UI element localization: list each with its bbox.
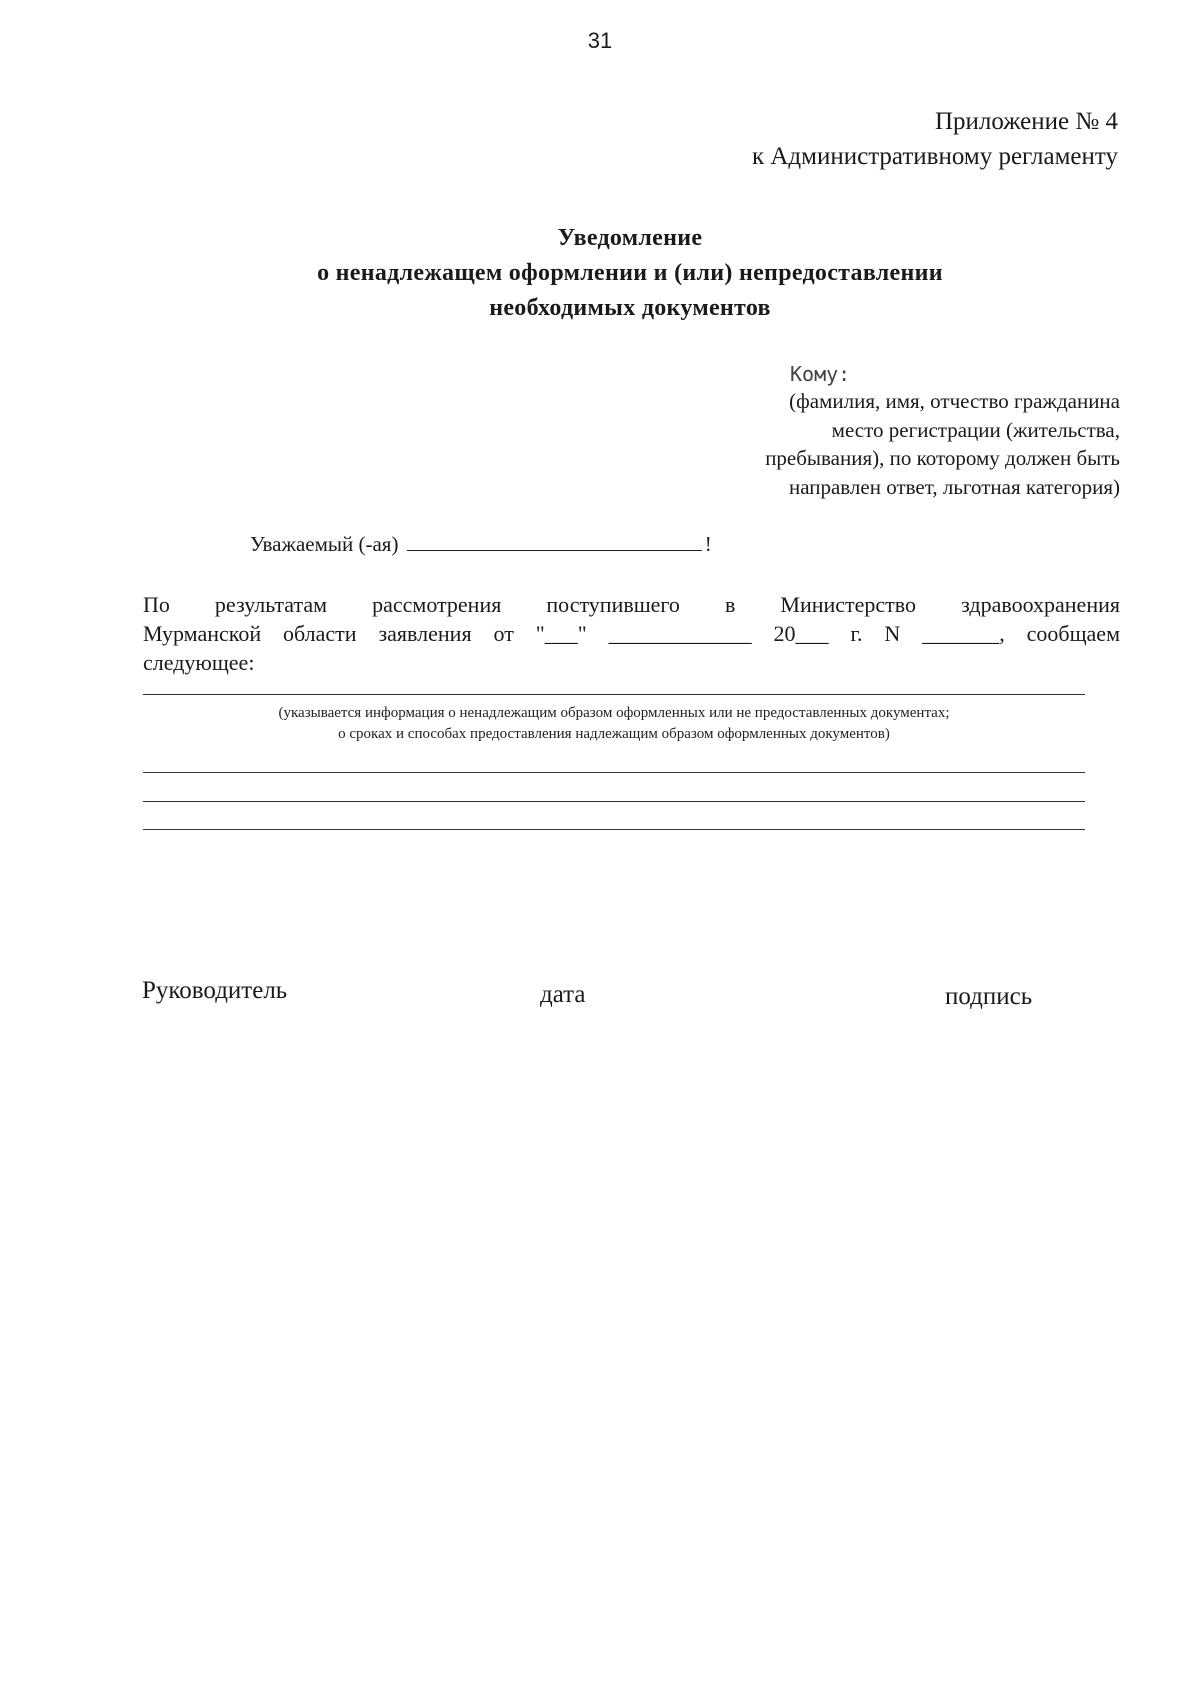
- body-line: По результатам рассмотрения поступившего в Министерство здравоохранения: [143, 592, 1120, 617]
- document-title: Уведомление: [557, 225, 703, 251]
- recipient-line: пребывания), по которому должен быть: [765, 446, 1120, 470]
- fill-in-line: [143, 694, 1085, 695]
- body-line: Мурманской области заявления от "___" _____________ 20___ г. N _______, сообщаем: [143, 621, 1120, 646]
- note-line: (указывается информация о ненадлежащим образом оформленных или не предоставленных документах;: [278, 705, 950, 721]
- document-title-line3: необходимых документов: [489, 295, 771, 321]
- recipient-line: (фамилия, имя, отчество гражданина: [789, 389, 1120, 413]
- document-title-line2: о ненадлежащем оформлении и (или) непредоставлении: [317, 260, 943, 286]
- page-number: 31: [587, 28, 613, 53]
- recipient-label: Кому:: [790, 362, 851, 386]
- note-line: о сроках и способах предоставления надлежащим образом оформленных документов): [338, 726, 890, 742]
- appendix-title: Приложение № 4: [934, 108, 1118, 135]
- fill-in-line: [143, 829, 1085, 830]
- recipient-line: направлен ответ, льготная категория): [788, 474, 1120, 499]
- greeting-name-blank: [407, 530, 702, 551]
- body-paragraph: [143, 590, 1120, 677]
- fill-in-line: [143, 801, 1085, 802]
- recipient-block: [765, 387, 1120, 501]
- signature-date-label: дата: [540, 981, 586, 1008]
- recipient-line: место регистрации (жительства,: [831, 417, 1120, 442]
- body-line: следующее:: [143, 650, 255, 675]
- greeting-suffix: !: [704, 532, 712, 556]
- greeting: [250, 530, 712, 557]
- greeting-prefix: Уважаемый (-ая): [250, 532, 399, 556]
- appendix-subtitle: к Административному регламенту: [751, 143, 1118, 170]
- signature-sign-label: подпись: [945, 983, 1033, 1010]
- fill-in-line: [143, 772, 1085, 773]
- signature-head-label: Руководитель: [142, 977, 288, 1004]
- note-text: [143, 703, 1085, 745]
